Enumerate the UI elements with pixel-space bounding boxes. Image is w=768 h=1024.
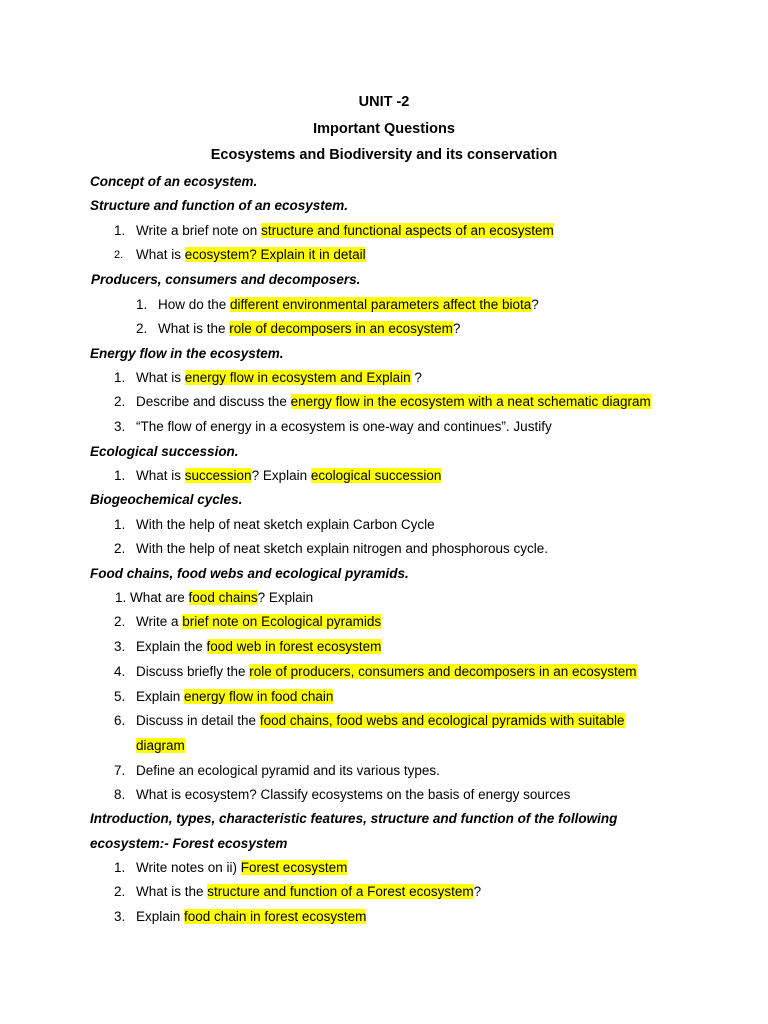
heading-producers: Producers, consumers and decomposers.: [91, 272, 361, 287]
unit-title: UNIT -2: [358, 94, 410, 110]
question-text: 1. What are: [115, 590, 189, 605]
question-item: [158, 321, 460, 336]
heading-forest-ecosystem: ecosystem:- Forest ecosystem: [90, 836, 288, 851]
list-number: 4.: [114, 664, 126, 679]
list-number: 2.: [114, 249, 124, 261]
list-number: 1.: [114, 223, 126, 238]
question-text: How do the: [158, 297, 231, 312]
heading-energy: Energy flow in the ecosystem.: [90, 346, 284, 361]
heading-food-chains: Food chains, food webs and ecological pyramids.: [90, 566, 409, 581]
list-number: 1.: [114, 370, 126, 385]
question-item: [136, 639, 381, 654]
question-text: ?: [473, 884, 482, 899]
question-text: What is the: [136, 884, 208, 899]
question-text: Write a brief note on: [136, 223, 262, 238]
question-text: ?: [452, 321, 461, 336]
question-item: [158, 297, 539, 312]
question-text: Write a: [136, 614, 183, 629]
highlighted-text: ecosystem? Explain it in detail: [184, 247, 366, 262]
heading-introduction: Introduction, types, characteristic features, structure and function of the following: [90, 811, 618, 826]
highlighted-text: different environmental parameters affect the biota: [230, 297, 532, 312]
question-item: [136, 247, 366, 262]
question-text: ?: [410, 370, 422, 385]
highlighted-text: structure and function of a Forest ecosystem: [207, 884, 474, 899]
question-item: [136, 689, 333, 704]
highlighted-text: structure and functional aspects of an ecosystem: [261, 223, 554, 238]
highlighted-text: diagram: [136, 738, 185, 753]
list-number: 2.: [114, 394, 126, 409]
list-number: 5.: [114, 689, 126, 704]
highlighted-text: brief note on Ecological pyramids: [182, 614, 382, 629]
highlighted-text: energy flow in the ecosystem with a neat schematic diagram: [290, 394, 651, 409]
heading-concept: Concept of an ecosystem.: [90, 174, 258, 189]
heading-structure: Structure and function of an ecosystem.: [90, 198, 349, 213]
question-item: [136, 664, 637, 679]
highlighted-text: energy flow in food chain: [184, 689, 334, 704]
highlighted-text: food web in forest ecosystem: [206, 639, 382, 654]
list-number: 1.: [136, 297, 148, 312]
question-item: [136, 541, 548, 556]
list-number: 8.: [114, 787, 126, 802]
highlighted-text: food chain in forest ecosystem: [184, 909, 367, 924]
question-text: Explain: [136, 909, 185, 924]
list-number: 3.: [114, 419, 126, 434]
question-item: [136, 419, 552, 434]
question-text: Write notes on ii): [136, 860, 241, 875]
question-text: What is ecosystem? Classify ecosystems on the basis of energy sources: [136, 787, 571, 802]
list-number: 2.: [136, 321, 148, 336]
highlighted-text: ecological succession: [310, 468, 442, 483]
heading-biogeochemical: Biogeochemical cycles.: [90, 492, 243, 507]
highlighted-text: Forest ecosystem: [240, 860, 348, 875]
question-text: What is: [136, 468, 185, 483]
highlighted-text: succession: [184, 468, 252, 483]
question-text: ? Explain: [257, 590, 314, 605]
list-number: 2.: [114, 614, 126, 629]
question-text: ?: [531, 297, 539, 312]
highlighted-text: role of producers, consumers and decomposers in an ecosystem: [249, 664, 637, 679]
heading-succession: Ecological succession.: [90, 444, 239, 459]
question-item: [136, 860, 347, 875]
question-text: What is: [136, 370, 185, 385]
list-number: 6.: [114, 713, 126, 728]
question-text: Discuss in detail the: [136, 713, 260, 728]
question-text: What is the: [158, 321, 230, 336]
highlighted-text: role of decomposers in an ecosystem: [229, 321, 453, 336]
question-text: Explain: [136, 689, 185, 704]
question-item: [136, 468, 441, 483]
question-item: [136, 787, 570, 802]
question-item: [136, 763, 440, 778]
highlighted-text: food chains, food webs and ecological pyramids with suitable: [259, 713, 625, 728]
list-number: 1.: [114, 468, 126, 483]
question-item: [136, 909, 366, 924]
question-text: Explain the: [136, 639, 207, 654]
question-item: [136, 370, 422, 385]
question-text: Discuss briefly the: [136, 664, 250, 679]
question-text: Define an ecological pyramid and its various types.: [136, 763, 440, 778]
page-subtitle: Important Questions: [313, 121, 455, 137]
list-number: 1.: [114, 517, 126, 532]
question-item: [136, 884, 481, 899]
question-text: With the help of neat sketch explain nitrogen and phosphorous cycle.: [136, 541, 549, 556]
list-number: 3.: [114, 909, 126, 924]
list-number: 1.: [114, 860, 126, 875]
question-item: [136, 394, 651, 409]
highlighted-text: energy flow in ecosystem and Explain: [184, 370, 411, 385]
question-text: “The flow of energy in a ecosystem is one-way and continues”. Justify: [136, 419, 552, 434]
question-item: [115, 590, 313, 605]
list-number: 2.: [114, 541, 126, 556]
question-text: Describe and discuss the: [136, 394, 291, 409]
question-item: [136, 614, 381, 629]
question-text: ? Explain: [251, 468, 311, 483]
question-text: What is: [136, 247, 185, 262]
list-number: 3.: [114, 639, 126, 654]
topic-title: Ecosystems and Biodiversity and its conservation: [210, 147, 558, 163]
question-text: With the help of neat sketch explain Carbon Cycle: [136, 517, 435, 532]
question-item-continuation: [136, 738, 185, 753]
highlighted-text: food chains: [188, 590, 258, 605]
list-number: 2.: [114, 884, 126, 899]
list-number: 7.: [114, 763, 126, 778]
question-item: [136, 223, 554, 238]
question-item: [136, 713, 625, 728]
question-item: [136, 517, 435, 532]
